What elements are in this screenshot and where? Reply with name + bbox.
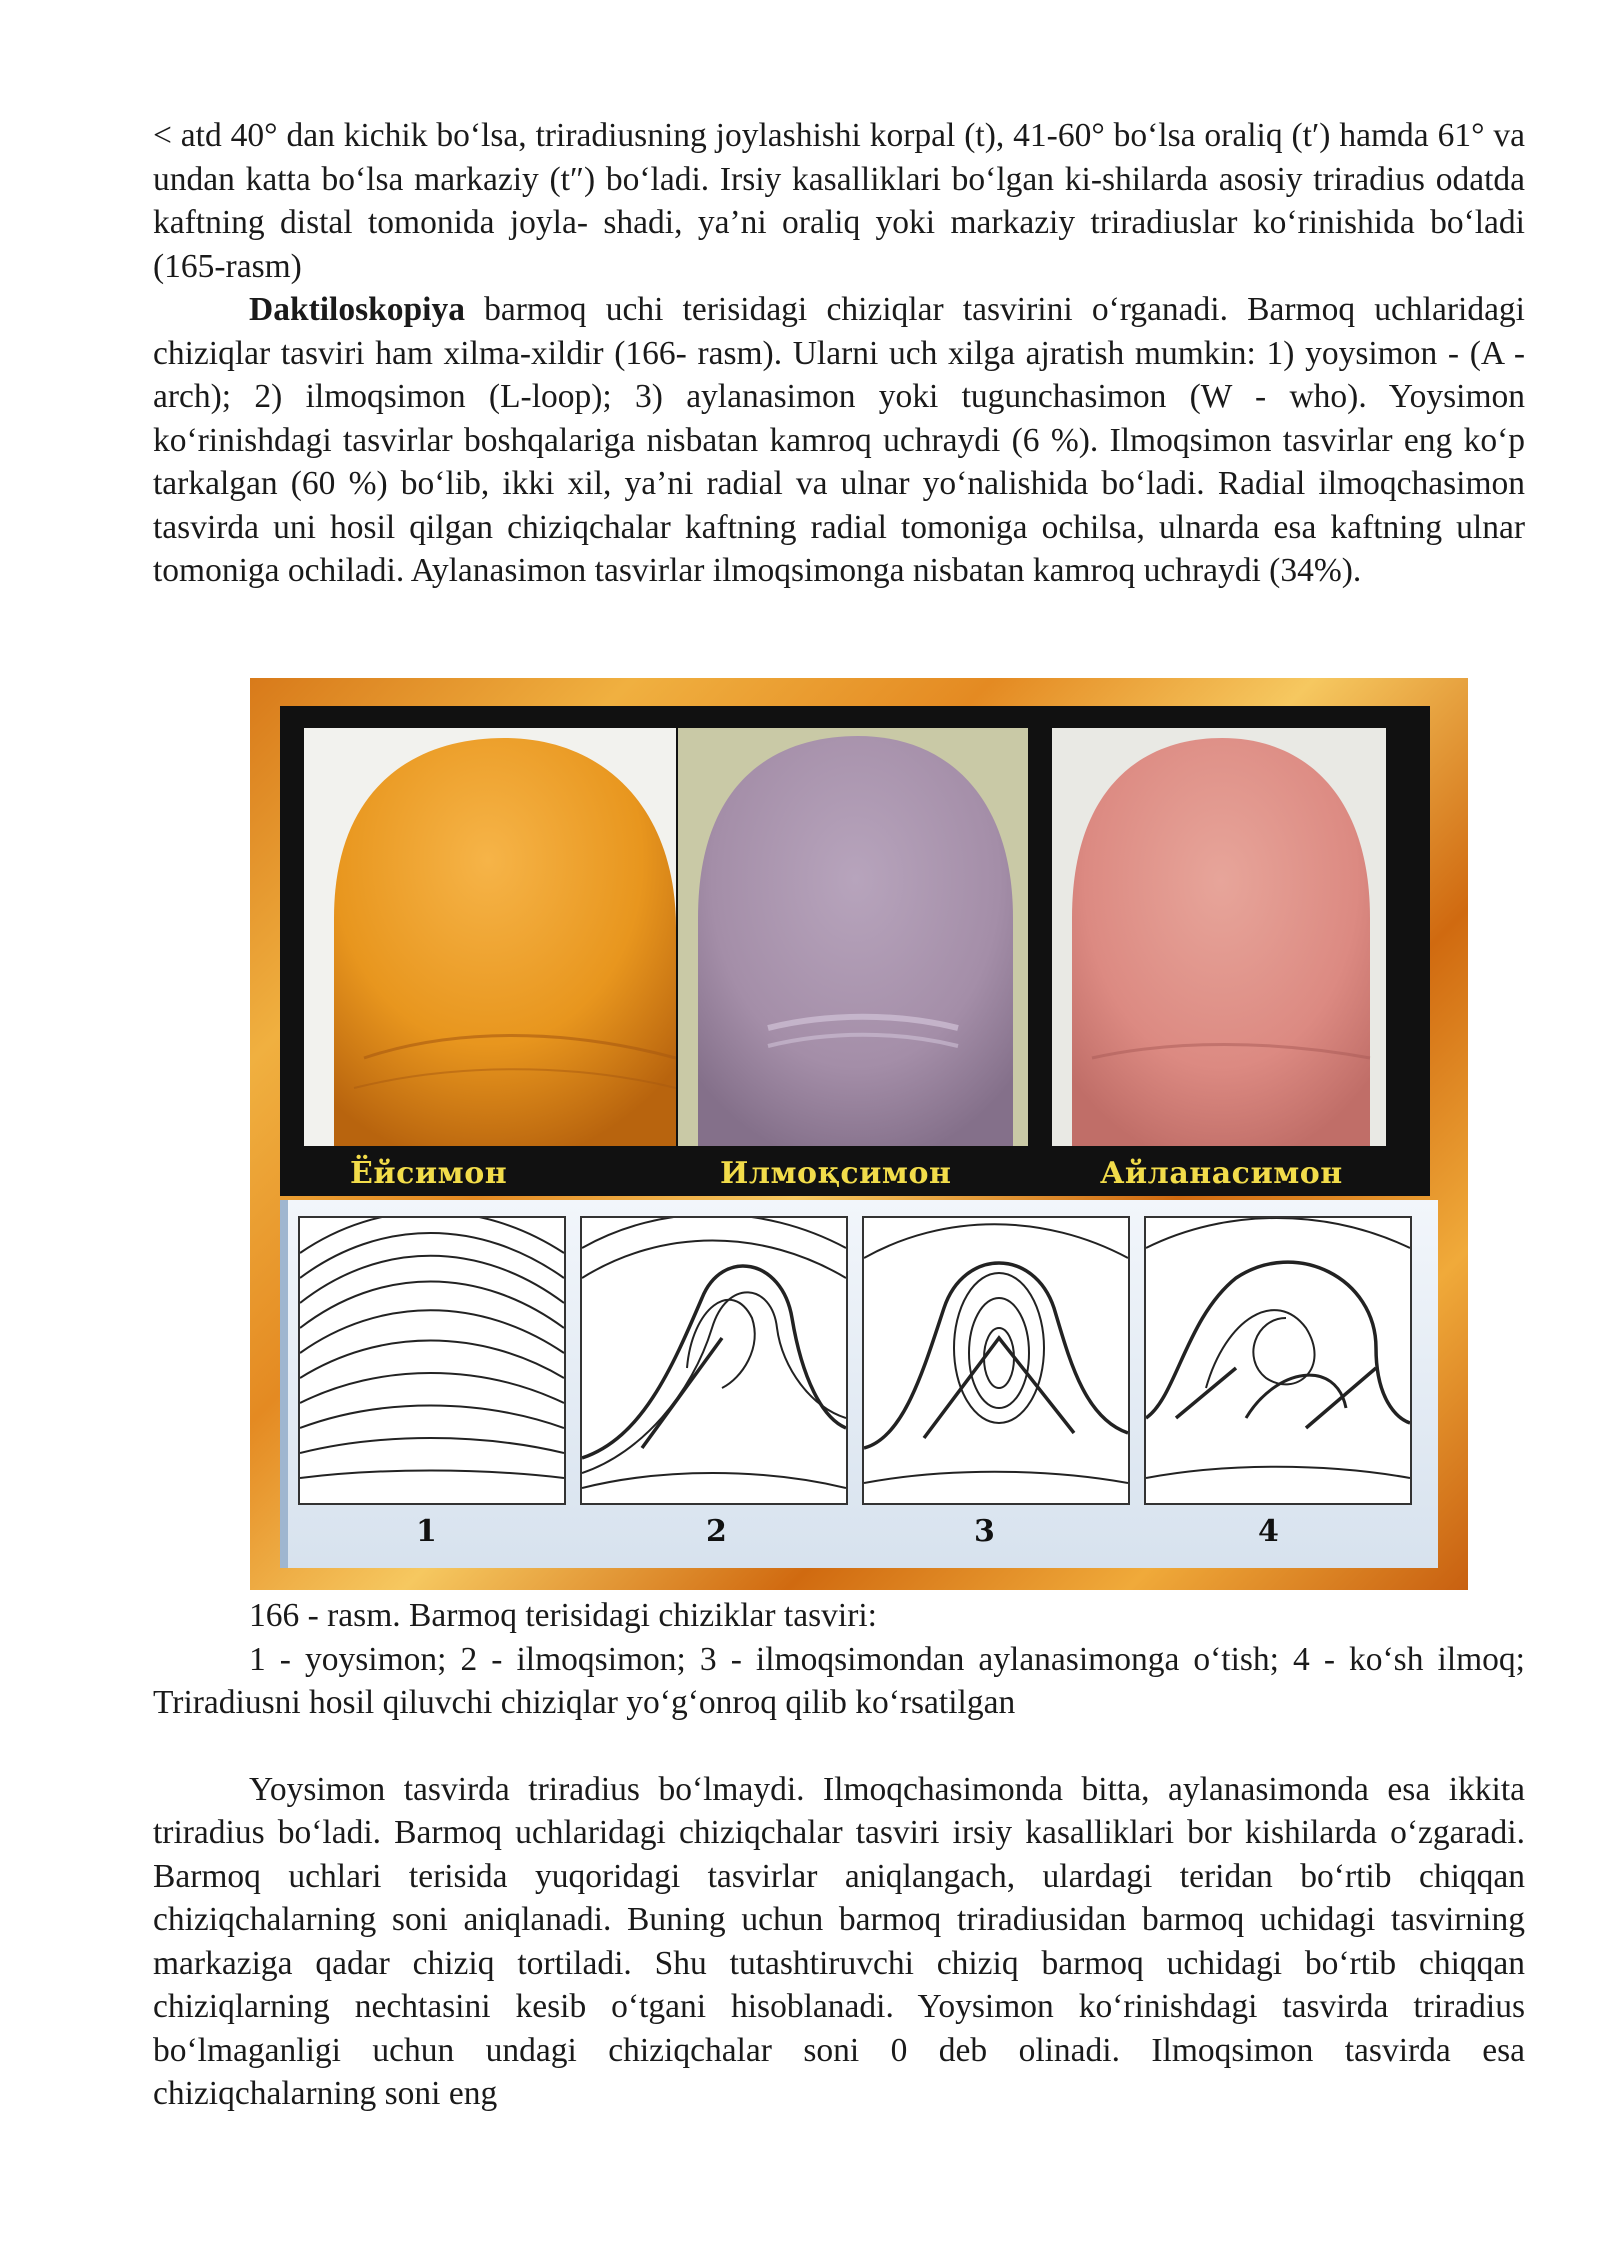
- figure-caption: [153, 1594, 1525, 2116]
- print-number-3: 3: [974, 1514, 995, 1549]
- text-block-top: [153, 114, 1525, 593]
- print-number-2: 2: [706, 1514, 727, 1549]
- print-number-4: 4: [1258, 1514, 1279, 1549]
- fingerprint-arch: [298, 1216, 566, 1505]
- fingerprint-loop: [580, 1216, 848, 1505]
- term-daktiloskopiya: Daktiloskopiya: [249, 291, 465, 328]
- paragraph-triradius-count: Yoysimon tasvirda triradius bo‘lmaydi. Ilmoqchasimonda bitta, aylanasimonda esa ikkita triradius bo‘ladi. Barmoq uchlaridagi chiziqchalar tasviri irsiy kasalliklari bor kishilarda o‘zgaradi. Barmoq uchlari terisida yuqoridagi tasvirlar aniqlangach, ulardagi teridan bo‘rtib chiqqan chiziqchalarning soni aniqlanadi. Buning uchun barmoq triradiusidan barmoq uchidagi tasvirning markaziga qadar chiziq tortiladi. Shu tutashtiruvchi chiziq barmoq uchidagi bo‘rtib chiqqan chiziqlarning nechtasini kesib o‘tgani hisoblanadi. Yoysimon ko‘rinishdagi tasvirda triradius bo‘lmaganligi uchun undagi chiziqchalar soni 0 deb olinadi. Ilmoqsimon tasvirda esa chiziqchalarning soni eng: [153, 1770, 1525, 2112]
- figure-content: [272, 706, 1446, 1572]
- paragraph-triradius: < atd 40° dan kichik bo‘lsa, triradiusning joylashishi korpal (t), 41-60° bo‘lsa oraliq (t′) hamda 61° va undan katta bo‘lsa markaziy (t″) bo‘ladi. Irsiy kasalliklari bo‘lgan ki-shilarda asosiy triradius odatda kaftning distal tomonida joyla- shadi, ya’ni oraliq yoki markaziy triradiuslar ko‘rinishida bo‘ladi (165-rasm): [153, 117, 1525, 285]
- print-number-1: 1: [416, 1514, 437, 1549]
- caption-legend: 1 - yoysimon; 2 - ilmoqsimon; 3 - ilmoqsimondan aylanasimonga o‘tish; 4 - ko‘sh ilmoq; Triradiusni hosil qiluvchi chiziqlar yo‘g‘onroq qilib ko‘rsatilgan: [153, 1640, 1525, 1721]
- fingerprint-transition: [862, 1216, 1130, 1505]
- finger-photos-panel: [280, 706, 1430, 1196]
- figure-166: [250, 678, 1468, 1590]
- fingerprint-double-loop: [1144, 1216, 1412, 1505]
- finger-photo-arch: [304, 728, 676, 1146]
- daktiloskopiya-text: barmoq uchi terisidagi chiziqlar tasvirini o‘rganadi. Barmoq uchlaridagi chiziqlar tasviri ham xilma-xildir (166- rasm). Ularni uch xilga ajratish mumkin: 1) yoysimon - (A - arch); 2) ilmoqsimon (L-loop); 3) aylanasimon yoki tugunchasimon (W - who). Yoysimon ko‘rinishdagi tasvirlar boshqalariga nisbatan kamroq uchraydi (6 %). Ilmoqsimon tasvirlar eng ko‘p tarkalgan (60 %) bo‘lib, ikki xil, ya’ni radial va ulnar yo‘nalishida bo‘ladi. Radial ilmoqchasimon tasvirda uni hosil qilgan chiziqchalar kaftning radial tomoniga ochilsa, ulnarda esa kaftning ulnar tomoniga ochiladi. Aylanasimon tasvirlar ilmoqsimonga nisbatan kamroq uchraydi (34%).: [153, 291, 1525, 589]
- caption-title: 166 - rasm. Barmoq terisidagi chiziklar tasviri:: [249, 1597, 877, 1634]
- label-whorl: Айланасимон: [1100, 1156, 1343, 1191]
- finger-photo-whorl: [1052, 728, 1386, 1146]
- label-arch: Ёйсимон: [350, 1156, 508, 1191]
- fingerprint-diagrams: [280, 1200, 1438, 1568]
- label-loop: Илмоқсимон: [720, 1156, 952, 1191]
- paragraph-daktiloskopiya: [153, 288, 1525, 593]
- finger-photo-loop: [678, 728, 1028, 1146]
